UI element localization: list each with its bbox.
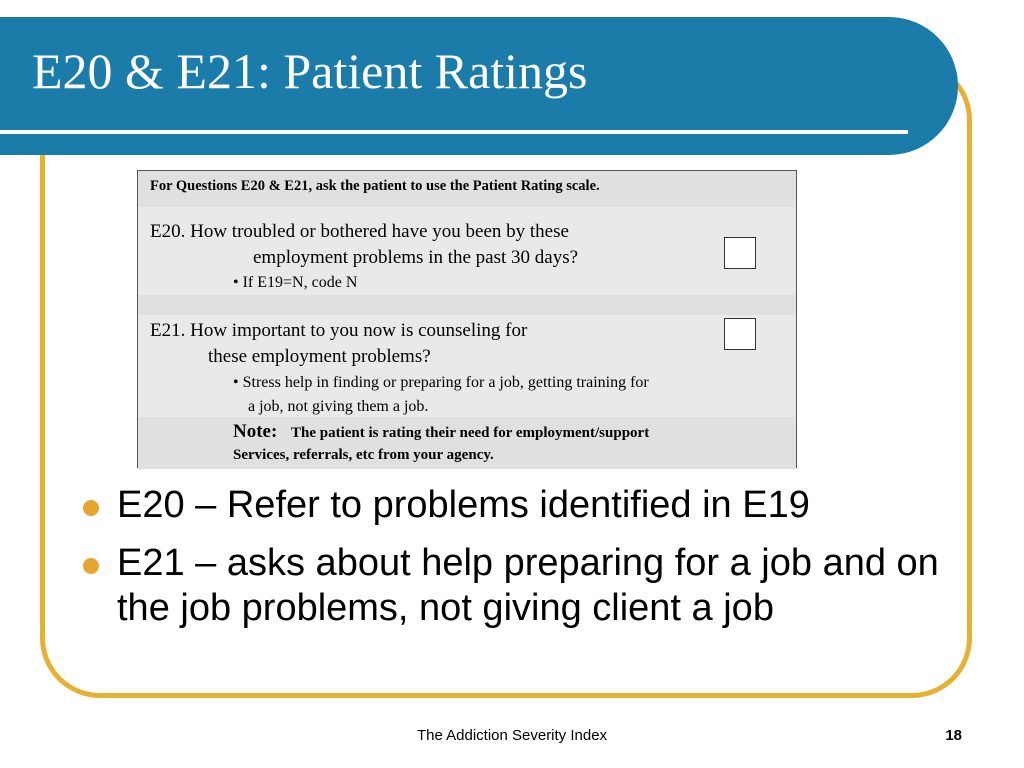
- rating-form-box: [137, 170, 797, 468]
- slide-title: E20 & E21: Patient Ratings: [32, 43, 588, 99]
- form-band: [138, 295, 796, 315]
- e20-question-line1: E20. How troubled or bothered have you been by these: [150, 221, 569, 242]
- bullet-dot-icon: [83, 558, 99, 574]
- title-underline: [0, 130, 908, 134]
- e21-instruction-bullet-line1: • Stress help in finding or preparing for a job, getting training for: [233, 374, 649, 391]
- bullet-item: [83, 541, 963, 632]
- bullet-dot-icon: [83, 500, 99, 516]
- e21-instruction-bullet-line2: a job, not giving them a job.: [248, 398, 429, 415]
- note-label: Note:: [233, 421, 278, 442]
- bullet-list: [83, 483, 963, 644]
- note-text-line2: Services, referrals, etc from your agency.: [233, 447, 494, 463]
- footer-title: The Addiction Severity Index: [416, 727, 608, 744]
- form-instruction: For Questions E20 & E21, ask the patient to use the Patient Rating scale.: [150, 178, 600, 194]
- page-number: 18: [945, 727, 962, 744]
- bullet-text: E21 – asks about help preparing for a job and on the job problems, not giving client a job: [117, 541, 939, 630]
- bullet-text: E20 – Refer to problems identified in E19: [117, 484, 810, 526]
- e20-rating-box[interactable]: [724, 237, 756, 269]
- note-text-line1: The patient is rating their need for employment/support: [291, 425, 650, 441]
- e20-instruction-bullet: • If E19=N, code N: [233, 274, 358, 291]
- e21-question-line1: E21. How important to you now is counseling for: [150, 320, 528, 341]
- e21-question-line2: these employment problems?: [208, 346, 431, 367]
- bullet-item: [83, 483, 963, 529]
- e20-question-line2: employment problems in the past 30 days?: [253, 247, 579, 268]
- e21-rating-box[interactable]: [724, 318, 756, 350]
